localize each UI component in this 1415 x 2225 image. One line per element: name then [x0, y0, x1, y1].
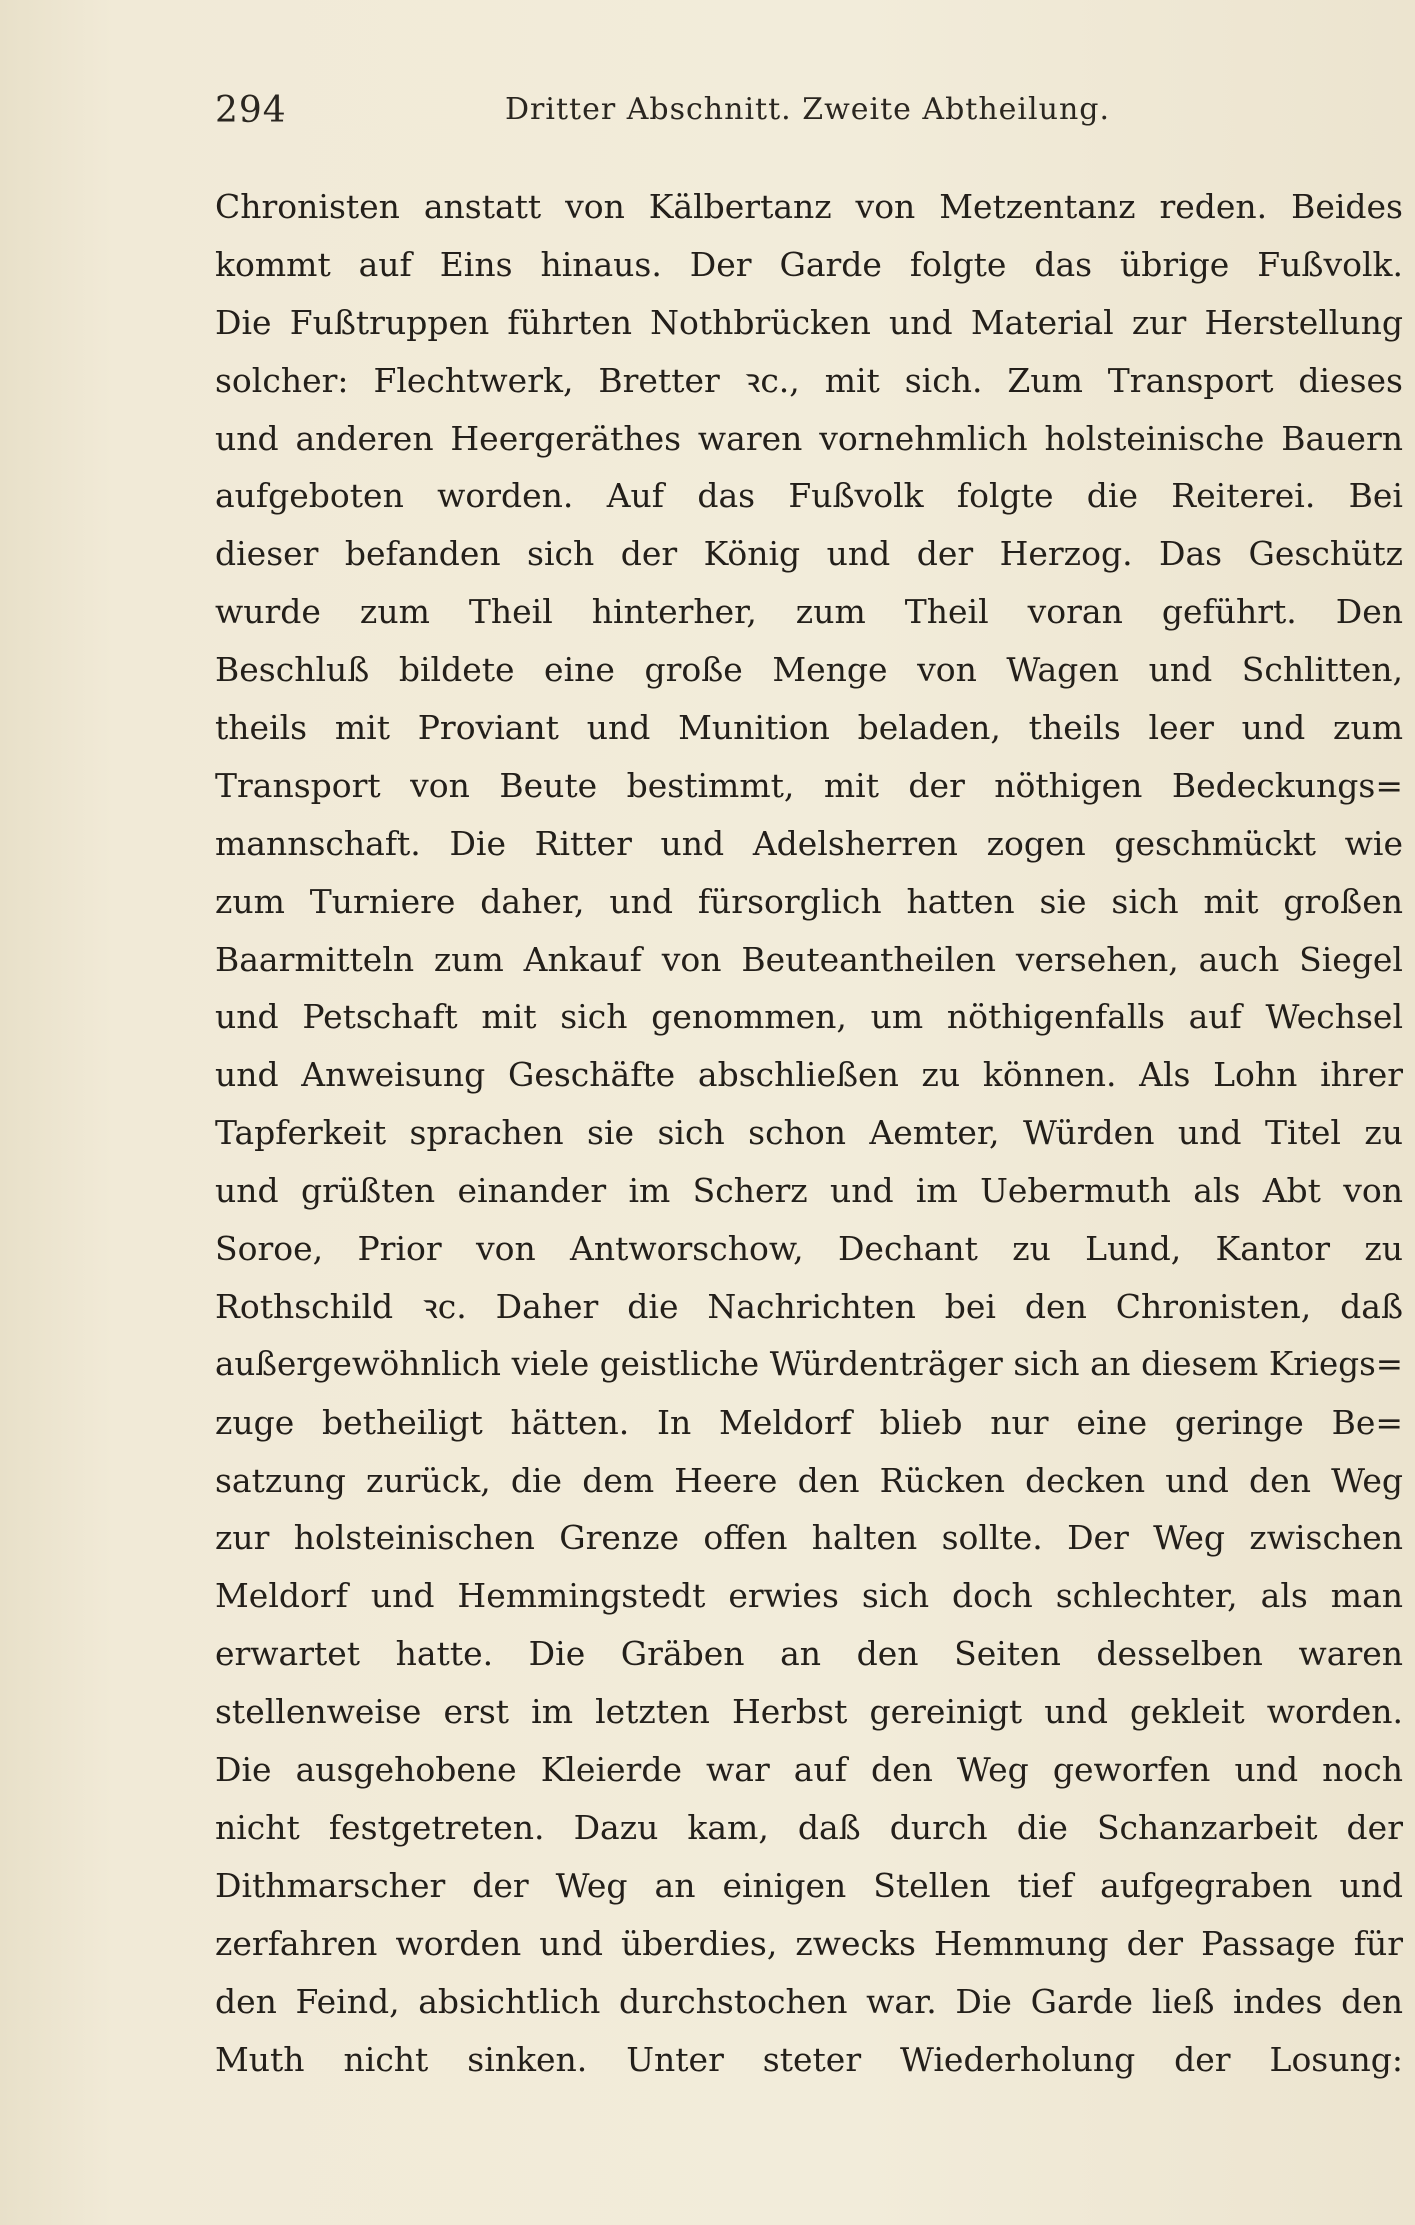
text-line: stellenweise erst im letzten Herbst gereinigt und gekleit worden.	[215, 1692, 1403, 1732]
text-line: Transport von Beute bestimmt, mit der nöthigen Bedeckungs=	[215, 765, 1403, 805]
text-line: Dithmarscher der Weg an einigen Stellen tief aufgegraben und	[215, 1865, 1403, 1905]
text-line: zerfahren worden und überdies, zwecks Hemmung der Passage für	[215, 1923, 1403, 1963]
text-line: Chronisten anstatt von Kälbertanz von Metzentanz reden. Beides	[215, 187, 1403, 226]
text-line: zur holsteinischen Grenze offen halten sollte. Der Weg zwischen	[215, 1518, 1403, 1558]
text-line: zuge betheiligt hätten. In Meldorf blieb nur eine geringe Be=	[215, 1402, 1403, 1442]
text-line: Rothschild ꝛc. Daher die Nachrichten bei den Chronisten, daß	[215, 1286, 1403, 1326]
text-line: den Feind, absichtlich durchstochen war. Die Garde ließ indes den	[215, 1981, 1403, 2021]
body-text	[215, 178, 1403, 2088]
page-header	[215, 82, 1405, 142]
text-line: und grüßten einander im Scherz und im Uebermuth als Abt von	[215, 1171, 1403, 1211]
text-line: theils mit Proviant und Munition beladen, theils leer und zum	[215, 708, 1403, 748]
text-line: Baarmitteln zum Ankauf von Beuteantheilen versehen, auch Siegel	[215, 939, 1403, 979]
running-head: Dritter Abschnitt. Zweite Abtheilung.	[505, 92, 1111, 127]
text-line: nicht festgetreten. Dazu kam, daß durch die Schanzarbeit der	[215, 1807, 1403, 1847]
text-line: Die Fußtruppen führten Nothbrücken und Material zur Herstellung	[215, 302, 1403, 342]
text-line: kommt auf Eins hinaus. Der Garde folgte das übrige Fußvolk.	[215, 244, 1403, 284]
text-line: Muth nicht sinken. Unter steter Wiederholung der Losung:	[215, 2039, 1403, 2079]
page-number: 294	[215, 90, 287, 131]
text-line: zum Turniere daher, und fürsorglich hatten sie sich mit großen	[215, 881, 1403, 921]
text-line: und Anweisung Geschäfte abschließen zu können. Als Lohn ihrer	[215, 1055, 1403, 1095]
text-line: satzung zurück, die dem Heere den Rücken decken und den Weg	[215, 1460, 1403, 1500]
text-line: Beschluß bildete eine große Menge von Wagen und Schlitten,	[215, 650, 1403, 690]
text-line: wurde zum Theil hinterher, zum Theil voran geführt. Den	[215, 592, 1403, 632]
text-line: außergewöhnlich viele geistliche Würdenträger sich an diesem Kriegs=	[215, 1344, 1403, 1383]
text-line: erwartet hatte. Die Gräben an den Seiten desselben waren	[215, 1634, 1403, 1674]
text-line: Soroe, Prior von Antworschow, Dechant zu Lund, Kantor zu	[215, 1229, 1403, 1269]
text-line: mannschaft. Die Ritter und Adelsherren zogen geschmückt wie	[215, 823, 1403, 863]
text-line: aufgeboten worden. Auf das Fußvolk folgte die Reiterei. Bei	[215, 476, 1403, 516]
text-line: Die ausgehobene Kleierde war auf den Weg geworfen und noch	[215, 1750, 1403, 1790]
text-line: Tapferkeit sprachen sie sich schon Aemter, Würden und Titel zu	[215, 1113, 1403, 1153]
text-line: dieser befanden sich der König und der Herzog. Das Geschütz	[215, 534, 1403, 574]
text-line: solcher: Flechtwerk, Bretter ꝛc., mit sich. Zum Transport dieses	[215, 360, 1403, 400]
text-line: und Petschaft mit sich genommen, um nöthigenfalls auf Wechsel	[215, 997, 1403, 1037]
text-line: Meldorf und Hemmingstedt erwies sich doch schlechter, als man	[215, 1576, 1403, 1616]
text-line: und anderen Heergeräthes waren vornehmlich holsteinische Bauern	[215, 418, 1403, 458]
